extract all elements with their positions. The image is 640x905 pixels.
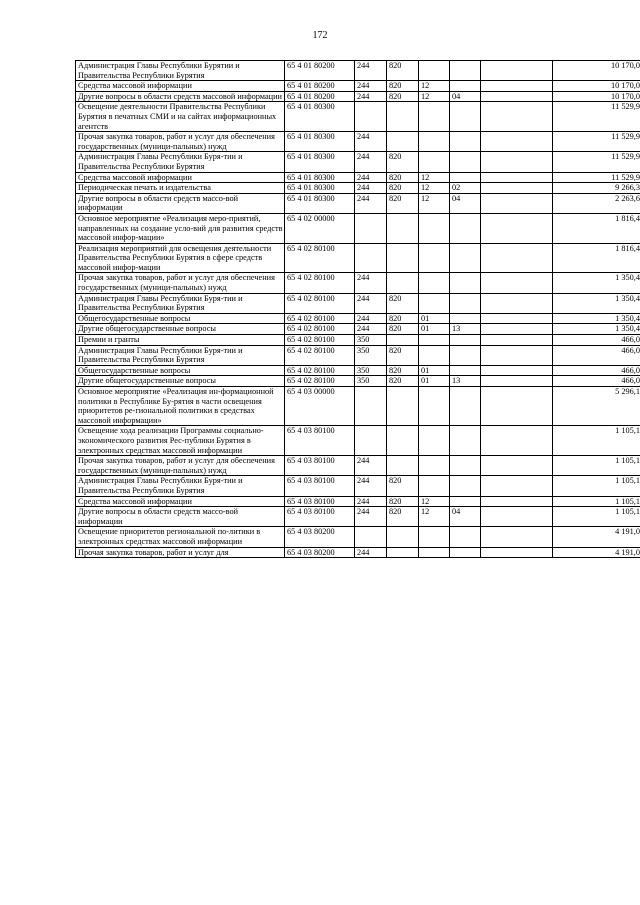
cell-amount: 1 350,4 <box>553 324 640 335</box>
cell-amount: 5 296,1 <box>553 387 640 426</box>
cell-subsection <box>450 387 481 426</box>
table-row <box>76 91 640 102</box>
cell-blank <box>481 335 553 346</box>
cell-section <box>419 547 450 558</box>
cell-name: Администрация Главы Республики Буря-тии и Правительства Республики Бурятия <box>76 152 285 172</box>
cell-expense-type: 244 <box>355 476 387 496</box>
cell-department <box>387 273 419 293</box>
cell-department: 820 <box>387 476 419 496</box>
cell-section: 12 <box>419 496 450 507</box>
cell-blank <box>481 273 553 293</box>
cell-target-code: 65 4 03 80200 <box>285 527 355 547</box>
cell-target-code: 65 4 01 80300 <box>285 172 355 183</box>
cell-subsection <box>450 61 481 81</box>
cell-amount: 11 529,9 <box>553 132 640 152</box>
cell-name: Прочая закупка товаров, работ и услуг для <box>76 547 285 558</box>
table-row <box>76 102 640 132</box>
cell-blank <box>481 365 553 376</box>
cell-expense-type: 244 <box>355 91 387 102</box>
cell-expense-type: 350 <box>355 376 387 387</box>
cell-subsection: 04 <box>450 193 481 213</box>
cell-blank <box>481 172 553 183</box>
cell-expense-type: 244 <box>355 193 387 213</box>
cell-name: Администрация Главы Республики Буря-тии и Правительства Республики Бурятия <box>76 293 285 313</box>
cell-section <box>419 426 450 456</box>
cell-section: 01 <box>419 365 450 376</box>
table-body <box>76 61 640 558</box>
table-row <box>76 387 640 426</box>
cell-target-code: 65 4 02 80100 <box>285 273 355 293</box>
cell-target-code: 65 4 02 80100 <box>285 324 355 335</box>
cell-subsection <box>450 152 481 172</box>
table-row <box>76 61 640 81</box>
cell-blank <box>481 507 553 527</box>
cell-name: Освещение хода реализации Программы социально-экономического развития Рес-публики Бурятия в электронных средствах массовой информации <box>76 426 285 456</box>
cell-expense-type: 244 <box>355 132 387 152</box>
cell-subsection <box>450 102 481 132</box>
cell-expense-type: 244 <box>355 507 387 527</box>
cell-department <box>387 102 419 132</box>
cell-blank <box>481 91 553 102</box>
cell-name: Реализация мероприятий для освещения деятельности Правительства Республики Бурятия в сфере средств массовой инфор-мации <box>76 243 285 273</box>
cell-subsection: 02 <box>450 183 481 194</box>
cell-name: Другие вопросы в области средств массо-вой информации <box>76 507 285 527</box>
table-row <box>76 426 640 456</box>
cell-amount: 9 266,3 <box>553 183 640 194</box>
cell-amount: 1 105,1 <box>553 507 640 527</box>
cell-name: Прочая закупка товаров, работ и услуг для обеспечения государственных (муници-пальных) нужд <box>76 456 285 476</box>
cell-subsection <box>450 496 481 507</box>
cell-expense-type: 244 <box>355 273 387 293</box>
cell-blank <box>481 213 553 243</box>
cell-target-code: 65 4 03 80100 <box>285 476 355 496</box>
cell-target-code: 65 4 02 80100 <box>285 243 355 273</box>
cell-target-code: 65 4 01 80300 <box>285 102 355 132</box>
cell-expense-type <box>355 426 387 456</box>
cell-section: 12 <box>419 193 450 213</box>
cell-amount: 10 170,0 <box>553 61 640 81</box>
cell-subsection <box>450 456 481 476</box>
cell-amount: 1 350,4 <box>553 313 640 324</box>
cell-section <box>419 527 450 547</box>
cell-amount: 466,0 <box>553 365 640 376</box>
cell-target-code: 65 4 02 80100 <box>285 293 355 313</box>
cell-expense-type <box>355 213 387 243</box>
cell-section: 12 <box>419 91 450 102</box>
cell-target-code: 65 4 03 00000 <box>285 387 355 426</box>
cell-expense-type: 244 <box>355 293 387 313</box>
cell-department: 820 <box>387 345 419 365</box>
cell-department: 820 <box>387 152 419 172</box>
cell-expense-type: 244 <box>355 456 387 476</box>
cell-blank <box>481 102 553 132</box>
cell-target-code: 65 4 02 80100 <box>285 335 355 346</box>
cell-department: 820 <box>387 496 419 507</box>
table-row <box>76 324 640 335</box>
cell-target-code: 65 4 02 80100 <box>285 365 355 376</box>
cell-target-code: 65 4 02 80100 <box>285 376 355 387</box>
cell-department: 820 <box>387 81 419 92</box>
cell-amount: 1 105,1 <box>553 426 640 456</box>
cell-expense-type: 244 <box>355 324 387 335</box>
cell-blank <box>481 324 553 335</box>
cell-department: 820 <box>387 507 419 527</box>
cell-section <box>419 345 450 365</box>
cell-expense-type <box>355 102 387 132</box>
cell-amount: 11 529,9 <box>553 172 640 183</box>
cell-amount: 1 816,4 <box>553 213 640 243</box>
cell-department <box>387 387 419 426</box>
cell-name: Другие общегосударственные вопросы <box>76 376 285 387</box>
cell-subsection <box>450 243 481 273</box>
cell-name: Другие вопросы в области средств массовой информации <box>76 91 285 102</box>
cell-amount: 11 529,9 <box>553 152 640 172</box>
cell-name: Другие общегосударственные вопросы <box>76 324 285 335</box>
cell-name: Администрация Главы Республики Буря-тии и Правительства Республики Бурятия <box>76 345 285 365</box>
cell-department <box>387 213 419 243</box>
cell-blank <box>481 61 553 81</box>
cell-department: 820 <box>387 376 419 387</box>
cell-blank <box>481 426 553 456</box>
table-row <box>76 527 640 547</box>
cell-blank <box>481 496 553 507</box>
cell-section: 12 <box>419 81 450 92</box>
cell-section <box>419 387 450 426</box>
cell-amount: 466,0 <box>553 376 640 387</box>
cell-target-code: 65 4 03 80200 <box>285 547 355 558</box>
cell-name: Премии и гранты <box>76 335 285 346</box>
cell-target-code: 65 4 01 80300 <box>285 193 355 213</box>
cell-blank <box>481 243 553 273</box>
cell-target-code: 65 4 01 80200 <box>285 61 355 81</box>
cell-expense-type: 350 <box>355 365 387 376</box>
cell-amount: 2 263,6 <box>553 193 640 213</box>
cell-amount: 466,0 <box>553 345 640 365</box>
cell-target-code: 65 4 01 80300 <box>285 132 355 152</box>
cell-blank <box>481 345 553 365</box>
cell-blank <box>481 313 553 324</box>
cell-subsection <box>450 365 481 376</box>
cell-name: Средства массовой информации <box>76 81 285 92</box>
cell-subsection <box>450 273 481 293</box>
table-row <box>76 365 640 376</box>
cell-subsection: 04 <box>450 507 481 527</box>
budget-table <box>75 60 640 558</box>
cell-name: Прочая закупка товаров, работ и услуг для обеспечения государственных (муници-пальных) нужд <box>76 132 285 152</box>
table-row <box>76 132 640 152</box>
cell-subsection <box>450 132 481 152</box>
cell-amount: 1 350,4 <box>553 273 640 293</box>
cell-subsection <box>450 313 481 324</box>
cell-subsection <box>450 172 481 183</box>
cell-name: Основное мероприятие «Реализация меро-приятий, направленных на создание усло-вий для развития средств массовой инфор-мации» <box>76 213 285 243</box>
cell-section: 12 <box>419 507 450 527</box>
cell-target-code: 65 4 01 80200 <box>285 81 355 92</box>
cell-blank <box>481 547 553 558</box>
cell-name: Прочая закупка товаров, работ и услуг для обеспечения государственных (муници-пальных) нужд <box>76 273 285 293</box>
cell-subsection <box>450 426 481 456</box>
table-row <box>76 172 640 183</box>
cell-section: 12 <box>419 183 450 194</box>
cell-expense-type: 244 <box>355 172 387 183</box>
table-row <box>76 193 640 213</box>
table-row <box>76 273 640 293</box>
cell-section: 01 <box>419 313 450 324</box>
table-row <box>76 476 640 496</box>
cell-target-code: 65 4 03 80100 <box>285 426 355 456</box>
cell-subsection <box>450 213 481 243</box>
cell-subsection <box>450 293 481 313</box>
cell-target-code: 65 4 03 80100 <box>285 507 355 527</box>
table-row <box>76 376 640 387</box>
cell-name: Администрация Главы Республики Бурятии и Правительства Республики Бурятия <box>76 61 285 81</box>
table-row <box>76 81 640 92</box>
cell-expense-type <box>355 527 387 547</box>
cell-subsection: 13 <box>450 324 481 335</box>
cell-name: Средства массовой информации <box>76 172 285 183</box>
cell-target-code: 65 4 02 00000 <box>285 213 355 243</box>
cell-department <box>387 335 419 346</box>
cell-department <box>387 132 419 152</box>
cell-amount: 1 816,4 <box>553 243 640 273</box>
cell-name: Основное мероприятие «Реализация ин-формационной политики в Республике Бу-рятия в части освещения приоритетов ре-гиональной политики в средствах массовой информации» <box>76 387 285 426</box>
cell-amount: 10 170,0 <box>553 81 640 92</box>
cell-department: 820 <box>387 324 419 335</box>
cell-amount: 1 350,4 <box>553 293 640 313</box>
cell-amount: 1 105,1 <box>553 496 640 507</box>
cell-expense-type: 244 <box>355 183 387 194</box>
cell-section <box>419 102 450 132</box>
cell-department <box>387 527 419 547</box>
table-row <box>76 456 640 476</box>
cell-section <box>419 152 450 172</box>
cell-expense-type <box>355 387 387 426</box>
cell-section <box>419 213 450 243</box>
cell-section <box>419 61 450 81</box>
cell-department: 820 <box>387 193 419 213</box>
cell-blank <box>481 132 553 152</box>
table-row <box>76 152 640 172</box>
cell-subsection <box>450 527 481 547</box>
cell-section: 01 <box>419 324 450 335</box>
cell-name: Другие вопросы в области средств массо-вой информации <box>76 193 285 213</box>
cell-expense-type: 350 <box>355 345 387 365</box>
cell-name: Освещение деятельности Правительства Республики Бурятия в печатных СМИ и на сайтах информационных агентств <box>76 102 285 132</box>
cell-section: 01 <box>419 376 450 387</box>
table-row <box>76 243 640 273</box>
cell-section: 12 <box>419 172 450 183</box>
cell-department: 820 <box>387 172 419 183</box>
cell-subsection <box>450 335 481 346</box>
cell-section <box>419 293 450 313</box>
cell-amount: 466,0 <box>553 335 640 346</box>
cell-subsection: 04 <box>450 91 481 102</box>
cell-section <box>419 273 450 293</box>
cell-blank <box>481 376 553 387</box>
cell-name: Периодическая печать и издательства <box>76 183 285 194</box>
cell-expense-type: 244 <box>355 496 387 507</box>
table-row <box>76 507 640 527</box>
cell-department: 820 <box>387 365 419 376</box>
cell-section <box>419 335 450 346</box>
cell-expense-type: 244 <box>355 152 387 172</box>
cell-section <box>419 456 450 476</box>
cell-blank <box>481 183 553 194</box>
page-number: 172 <box>312 30 328 41</box>
table-row <box>76 183 640 194</box>
cell-amount: 10 170,0 <box>553 91 640 102</box>
cell-blank <box>481 456 553 476</box>
cell-subsection <box>450 81 481 92</box>
cell-subsection: 13 <box>450 376 481 387</box>
table-row <box>76 293 640 313</box>
cell-name: Общегосударственные вопросы <box>76 313 285 324</box>
cell-target-code: 65 4 02 80100 <box>285 345 355 365</box>
table-row <box>76 213 640 243</box>
cell-department: 820 <box>387 61 419 81</box>
cell-target-code: 65 4 01 80200 <box>285 91 355 102</box>
cell-department <box>387 243 419 273</box>
cell-subsection <box>450 476 481 496</box>
cell-target-code: 65 4 03 80100 <box>285 456 355 476</box>
cell-blank <box>481 293 553 313</box>
table-row <box>76 335 640 346</box>
cell-name: Средства массовой информации <box>76 496 285 507</box>
cell-amount: 1 105,1 <box>553 476 640 496</box>
cell-expense-type: 244 <box>355 81 387 92</box>
cell-target-code: 65 4 02 80100 <box>285 313 355 324</box>
cell-blank <box>481 152 553 172</box>
cell-subsection <box>450 345 481 365</box>
cell-blank <box>481 81 553 92</box>
cell-department: 820 <box>387 313 419 324</box>
cell-name: Общегосударственные вопросы <box>76 365 285 376</box>
cell-department: 820 <box>387 183 419 194</box>
cell-name: Освещение приоритетов региональной по-литики в электронных средствах массовой информации <box>76 527 285 547</box>
cell-blank <box>481 527 553 547</box>
table-row <box>76 313 640 324</box>
cell-target-code: 65 4 01 80300 <box>285 183 355 194</box>
cell-expense-type: 350 <box>355 335 387 346</box>
table-row <box>76 345 640 365</box>
cell-department <box>387 426 419 456</box>
cell-target-code: 65 4 01 80300 <box>285 152 355 172</box>
cell-blank <box>481 193 553 213</box>
cell-amount: 11 529,9 <box>553 102 640 132</box>
cell-expense-type <box>355 243 387 273</box>
cell-expense-type: 244 <box>355 547 387 558</box>
cell-section <box>419 132 450 152</box>
cell-expense-type: 244 <box>355 61 387 81</box>
cell-blank <box>481 476 553 496</box>
cell-section <box>419 243 450 273</box>
cell-section <box>419 476 450 496</box>
cell-amount: 4 191,0 <box>553 527 640 547</box>
cell-expense-type: 244 <box>355 313 387 324</box>
cell-name: Администрация Главы Республики Буря-тии и Правительства Республики Бурятия <box>76 476 285 496</box>
table-row <box>76 547 640 558</box>
cell-department: 820 <box>387 91 419 102</box>
cell-blank <box>481 387 553 426</box>
cell-amount: 1 105,1 <box>553 456 640 476</box>
cell-department <box>387 547 419 558</box>
cell-department: 820 <box>387 293 419 313</box>
cell-subsection <box>450 547 481 558</box>
cell-amount: 4 191,0 <box>553 547 640 558</box>
cell-department <box>387 456 419 476</box>
cell-target-code: 65 4 03 80100 <box>285 496 355 507</box>
table-row <box>76 496 640 507</box>
